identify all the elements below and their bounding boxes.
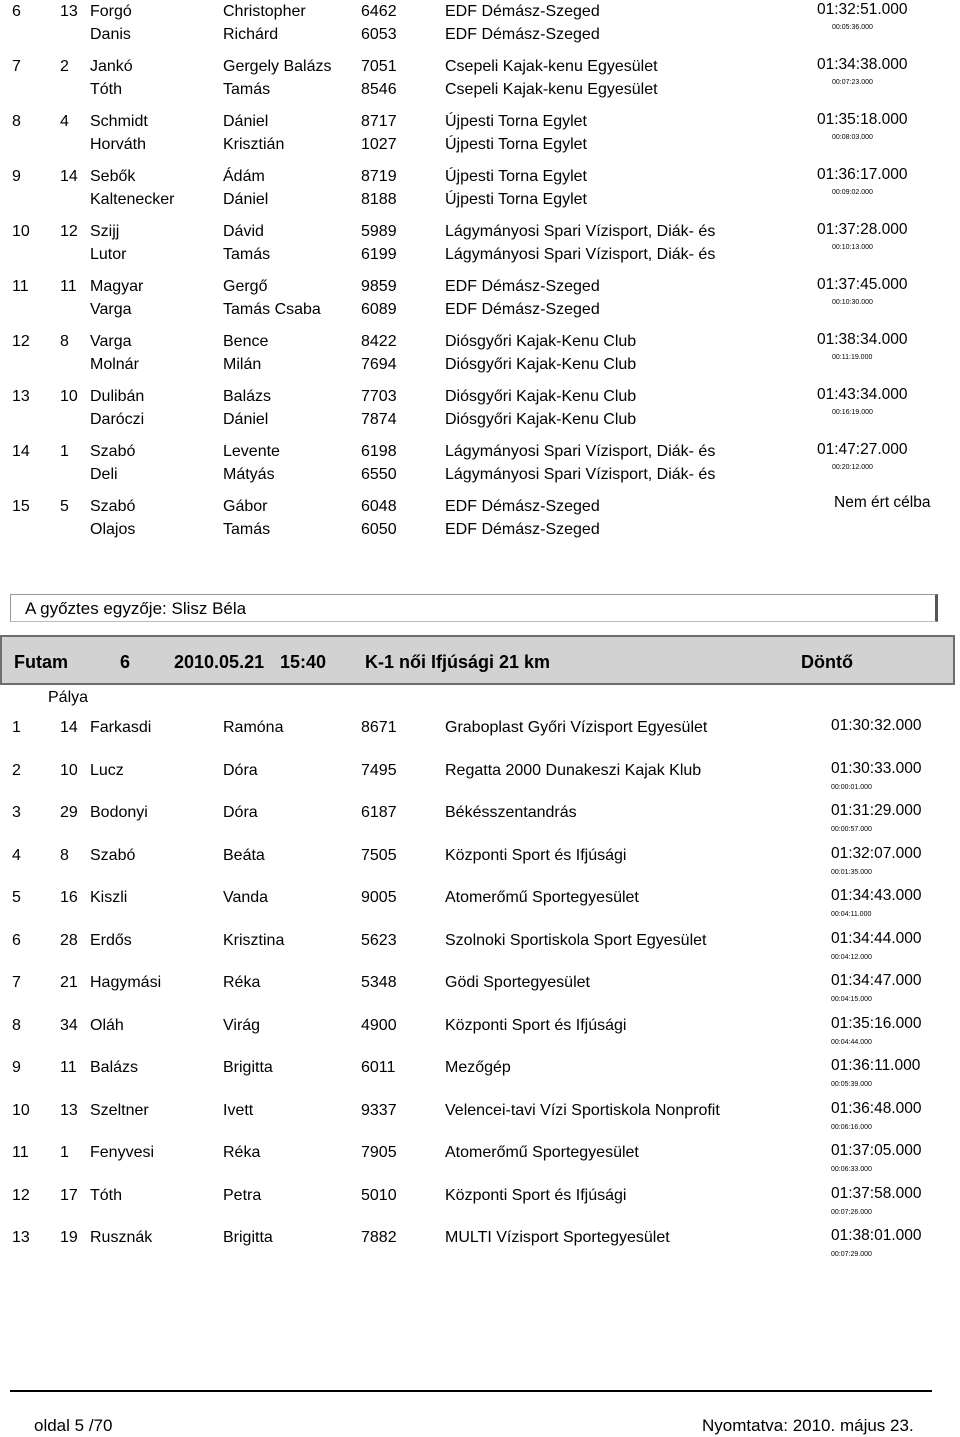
athlete-club: Graboplast Győri Vízisport Egyesület [445,719,708,736]
athlete1-id: 9859 [361,278,397,295]
athlete-last-name: Farkasdi [90,719,152,736]
athlete-first-name: Réka [223,1144,261,1161]
finish-time: 01:37:58.000 [831,1184,922,1202]
heat-time: 15:40 [280,652,327,672]
athlete-result-row [0,1095,960,1137]
team-result-row [0,165,960,211]
place: 10 [12,223,30,240]
finish-time: 01:30:32.000 [831,717,922,734]
athlete2-id: 8188 [361,191,397,208]
athlete-first-name: Dóra [223,804,258,821]
team-result-row [0,275,960,321]
athlete1-club: Újpesti Torna Egylet [445,113,587,130]
athlete-first-name: Ramóna [223,719,284,736]
lane: 1 [60,443,69,460]
finish-time: 01:37:28.000 [817,221,908,238]
finish-time: 01:47:27.000 [817,441,908,458]
finish-time: 01:38:01.000 [831,1227,922,1244]
athlete1-id: 8719 [361,168,397,185]
athlete-club: Központi Sport és Ifjúsági [445,1186,627,1204]
place: 7 [12,974,21,991]
place: 12 [12,333,30,350]
lane: 5 [60,498,69,515]
place: 14 [12,443,30,460]
lane: 13 [60,3,78,20]
time-behind: 00:20:12.000 [832,464,873,471]
athlete-last-name: Rusznák [90,1229,153,1246]
lane: 10 [60,761,78,779]
athlete-first-name: Virág [223,1016,261,1034]
athlete1-first-name: Gábor [223,498,268,515]
finish-time: 01:34:47.000 [831,972,922,989]
athlete-last-name: Oláh [90,1016,124,1034]
athlete2-id: 6053 [361,26,397,43]
athlete1-club: Diósgyőri Kajak-Kenu Club [445,333,637,350]
time-behind: 00:16:19.000 [832,409,873,416]
time-behind: 00:00:57.000 [831,826,872,833]
heat-number: 6 [120,652,131,672]
athlete-result-row [0,1222,960,1264]
place: 4 [12,846,21,864]
athlete-last-name: Balázs [90,1059,139,1076]
athlete-last-name: Hagymási [90,974,162,991]
athlete2-id: 7694 [361,356,397,373]
athlete-first-name: Dóra [223,761,258,779]
place: 13 [12,1229,30,1246]
athlete2-first-name: Tamás [223,246,271,263]
winner-coach-box [10,594,938,622]
status-text: Nem ért célba [834,494,931,511]
athlete-result-row [0,1137,960,1179]
athlete2-first-name: Dániel [223,411,269,428]
finish-time: 01:36:11.000 [831,1057,921,1074]
place: 9 [12,168,21,185]
athlete-result-row [0,1010,960,1052]
athlete2-last-name: Deli [90,466,118,483]
team-result-row [0,220,960,266]
time-behind: 00:10:30.000 [832,299,873,306]
time-behind: 00:10:13.000 [832,244,873,251]
athlete-club: Regatta 2000 Dunakeszi Kajak Klub [445,761,702,779]
athlete-last-name: Tóth [90,1186,123,1204]
athlete-result-row [0,712,960,754]
athlete2-club: Lágymányosi Spari Vízisport, Diák- és [445,466,716,483]
team-result-row [0,495,960,541]
athlete-result-row [0,882,960,924]
athlete1-first-name: Christopher [223,3,306,20]
place: 11 [12,1144,29,1161]
lane: 19 [60,1229,78,1246]
heat-category: K-1 női Ifjúsági 21 km [365,652,551,672]
finish-time: 01:43:34.000 [817,386,908,403]
athlete1-club: EDF Démász-Szeged [445,278,600,295]
athlete2-id: 1027 [361,136,397,153]
time-behind: 00:09:02.000 [832,189,873,196]
athlete-id: 7505 [361,846,397,864]
finish-time: 01:30:33.000 [831,759,922,777]
athlete1-last-name: Forgó [90,3,132,20]
athlete-club: Mezőgép [445,1059,511,1076]
athlete-club: Központi Sport és Ifjúsági [445,1016,627,1034]
athlete-id: 9005 [361,889,397,906]
team-result-row [0,440,960,486]
footer-divider [10,1390,932,1392]
athlete-last-name: Szeltner [90,1101,149,1119]
team-result-row [0,0,960,46]
time-behind: 00:08:03.000 [832,134,873,141]
athlete1-first-name: Dávid [223,223,264,240]
athlete1-first-name: Ádám [223,168,265,185]
finish-time: 01:32:07.000 [831,844,922,862]
athlete-last-name: Erdős [90,931,132,949]
athlete1-last-name: Varga [90,333,132,350]
place: 1 [12,719,21,736]
athlete2-club: EDF Démász-Szeged [445,26,600,43]
athlete1-id: 6462 [361,3,397,20]
lane: 29 [60,804,78,821]
winner-coach-text: A győztes egyzője: Slisz Béla [25,599,247,618]
finish-time: 01:34:44.000 [831,929,922,947]
athlete2-club: Újpesti Torna Egylet [445,136,587,153]
team-result-row [0,55,960,101]
place: 15 [12,498,30,515]
athlete2-club: Csepeli Kajak-kenu Egyesület [445,81,658,98]
athlete1-id: 8422 [361,333,397,350]
athlete-result-row [0,755,960,797]
athlete1-club: EDF Démász-Szeged [445,498,600,515]
place: 3 [12,804,21,821]
team-result-row [0,110,960,156]
place: 11 [12,278,29,295]
finish-time: 01:38:34.000 [817,331,908,348]
athlete2-last-name: Tóth [90,81,123,98]
finish-time: 01:34:38.000 [817,56,908,73]
athlete1-id: 6048 [361,498,397,515]
time-behind: 00:04:11.000 [831,911,872,918]
heat-header [0,635,955,685]
lane: 34 [60,1016,78,1034]
lane: 13 [60,1101,78,1119]
athlete-club: Atomerőmű Sportegyesület [445,889,639,906]
athlete-first-name: Brigitta [223,1059,273,1076]
athlete-club: Békésszentandrás [445,804,577,821]
athlete-first-name: Brigitta [223,1229,273,1246]
athlete2-last-name: Molnár [90,356,139,373]
athlete1-first-name: Dániel [223,113,269,130]
athlete2-first-name: Mátyás [223,466,275,483]
athlete1-last-name: Sebők [90,168,136,185]
athlete-first-name: Vanda [223,889,269,906]
athlete2-first-name: Richárd [223,26,279,43]
lane-column-header: Pálya [48,689,89,706]
heat-label: Futam [14,652,68,672]
athlete2-club: Újpesti Torna Egylet [445,191,587,208]
heat-stage: Döntő [801,652,853,672]
lane: 12 [60,223,78,240]
lane: 4 [60,113,69,130]
athlete-id: 4900 [361,1016,397,1034]
athlete-first-name: Ivett [223,1101,254,1119]
athlete1-first-name: Gergely Balázs [223,58,332,75]
athlete1-last-name: Szabó [90,498,136,515]
athlete1-first-name: Levente [223,443,280,460]
lane: 28 [60,931,78,949]
finish-time: 01:35:18.000 [817,111,908,128]
athlete1-last-name: Szijj [90,223,120,240]
athlete1-first-name: Balázs [223,388,272,405]
athlete1-club: Újpesti Torna Egylet [445,168,587,185]
athlete-id: 7882 [361,1229,397,1246]
athlete1-id: 6198 [361,443,397,460]
lane: 2 [60,58,69,75]
athlete1-id: 7051 [361,58,397,75]
athlete-id: 8671 [361,719,397,736]
finish-time: 01:35:16.000 [831,1014,922,1032]
athlete2-last-name: Horváth [90,136,147,153]
lane: 8 [60,846,69,864]
athlete-id: 9337 [361,1101,397,1119]
time-behind: 00:05:39.000 [831,1081,872,1088]
finish-time: 01:37:05.000 [831,1142,922,1159]
athlete-first-name: Beáta [223,846,265,864]
athlete2-last-name: Lutor [90,246,127,263]
athlete-result-row [0,967,960,1009]
athlete-last-name: Kiszli [90,889,128,906]
place: 6 [12,3,21,20]
athlete-first-name: Petra [223,1186,262,1204]
athlete-result-row [0,1052,960,1094]
team-result-row [0,385,960,431]
athlete-id: 5348 [361,974,397,991]
place: 7 [12,58,21,75]
team-result-row [0,330,960,376]
athlete2-last-name: Daróczi [90,411,145,428]
place: 8 [12,113,21,130]
time-behind: 00:04:12.000 [831,953,872,961]
athlete2-id: 6199 [361,246,397,263]
athlete-id: 6187 [361,804,397,821]
time-behind: 00:04:15.000 [831,996,872,1003]
athlete1-last-name: Schmidt [90,113,148,130]
athlete1-club: Lágymányosi Spari Vízisport, Diák- és [445,443,716,460]
athlete2-first-name: Milán [223,356,262,373]
athlete-club: Szolnoki Sportiskola Sport Egyesület [445,931,707,949]
page-number: oldal 5 /70 [34,1416,113,1435]
place: 10 [12,1101,30,1119]
place: 9 [12,1059,21,1076]
place: 6 [12,931,21,949]
athlete2-id: 6050 [361,521,397,538]
athlete2-id: 6550 [361,466,397,483]
time-behind: 00:11:19.000 [832,354,873,361]
athlete2-club: EDF Démász-Szeged [445,521,600,538]
athlete-id: 7495 [361,761,397,779]
athlete2-club: Lágymányosi Spari Vízisport, Diák- és [445,246,716,263]
athlete-result-row [0,1180,960,1222]
athlete2-first-name: Tamás [223,81,271,98]
athlete1-id: 7703 [361,388,397,405]
athlete1-club: Lágymányosi Spari Vízisport, Diák- és [445,223,716,240]
time-behind: 00:07:23.000 [832,79,873,86]
finish-time: 01:36:17.000 [817,166,908,183]
athlete-id: 5010 [361,1186,397,1204]
athlete2-last-name: Kaltenecker [90,191,175,208]
lane: 1 [60,1144,69,1161]
athlete-club: Központi Sport és Ifjúsági [445,846,627,864]
time-behind: 00:07:29.000 [831,1251,872,1258]
athlete-club: Velencei-tavi Vízi Sportiskola Nonprofit [445,1101,720,1119]
athlete1-last-name: Magyar [90,278,144,295]
place: 8 [12,1016,21,1034]
athlete-last-name: Fenyvesi [90,1144,155,1161]
athlete-last-name: Bodonyi [90,804,148,821]
athlete2-club: Diósgyőri Kajak-Kenu Club [445,356,637,373]
athlete-first-name: Réka [223,974,261,991]
athlete-first-name: Krisztina [223,931,285,949]
time-behind: 00:06:33.000 [831,1166,872,1173]
finish-time: 01:31:29.000 [831,802,922,819]
finish-time: 01:32:51.000 [817,1,908,18]
athlete1-id: 8717 [361,113,397,130]
lane: 8 [60,333,69,350]
lane: 16 [60,889,78,906]
athlete-last-name: Lucz [90,761,124,779]
athlete2-last-name: Varga [90,301,132,318]
athlete-last-name: Szabó [90,846,136,864]
finish-time: 01:36:48.000 [831,1099,922,1117]
print-date: Nyomtatva: 2010. május 23. [702,1416,914,1435]
place: 12 [12,1186,30,1204]
heat-date: 2010.05.21 [174,652,265,672]
athlete1-club: Diósgyőri Kajak-Kenu Club [445,388,637,405]
lane: 14 [60,719,78,736]
athlete2-first-name: Dániel [223,191,269,208]
finish-time: 01:34:43.000 [831,887,922,904]
athlete-result-row [0,797,960,839]
athlete2-last-name: Olajos [90,521,136,538]
athlete1-last-name: Szabó [90,443,136,460]
lane: 21 [60,974,78,991]
athlete2-last-name: Danis [90,26,131,43]
athlete1-last-name: Dulibán [90,388,145,405]
athlete2-id: 8546 [361,81,397,98]
time-behind: 00:06:16.000 [831,1123,872,1131]
time-behind: 00:00:01.000 [831,783,872,791]
athlete1-id: 5989 [361,223,397,240]
lane: 14 [60,168,78,185]
athlete1-club: Csepeli Kajak-kenu Egyesület [445,58,658,75]
place: 13 [12,388,30,405]
lane: 11 [60,1059,77,1076]
athlete2-club: Diósgyőri Kajak-Kenu Club [445,411,637,428]
time-behind: 00:01:35.000 [831,868,872,876]
lane: 10 [60,388,78,405]
lane: 11 [60,278,77,295]
place: 2 [12,761,21,779]
athlete-id: 5623 [361,931,397,949]
athlete2-first-name: Krisztián [223,136,285,153]
athlete1-first-name: Gergő [223,278,268,295]
athlete2-first-name: Tamás Csaba [223,301,321,318]
athlete2-id: 6089 [361,301,397,318]
athlete-result-row [0,925,960,967]
finish-time: 01:37:45.000 [817,276,908,293]
place: 5 [12,889,21,906]
time-behind: 00:05:36.000 [832,24,873,31]
athlete-club: Atomerőmű Sportegyesület [445,1144,639,1161]
athlete2-first-name: Tamás [223,521,271,538]
athlete1-last-name: Jankó [90,58,133,75]
athlete-id: 7905 [361,1144,397,1161]
athlete2-club: EDF Démász-Szeged [445,301,600,318]
athlete-club: MULTI Vízisport Sportegyesület [445,1229,670,1246]
athlete-club: Gödi Sportegyesület [445,974,590,991]
athlete1-club: EDF Démász-Szeged [445,3,600,20]
athlete-result-row [0,840,960,882]
time-behind: 00:04:44.000 [831,1038,872,1046]
athlete1-first-name: Bence [223,333,269,350]
athlete-id: 6011 [361,1059,396,1076]
time-behind: 00:07:26.000 [831,1208,872,1216]
athlete2-id: 7874 [361,411,397,428]
lane: 17 [60,1186,78,1204]
